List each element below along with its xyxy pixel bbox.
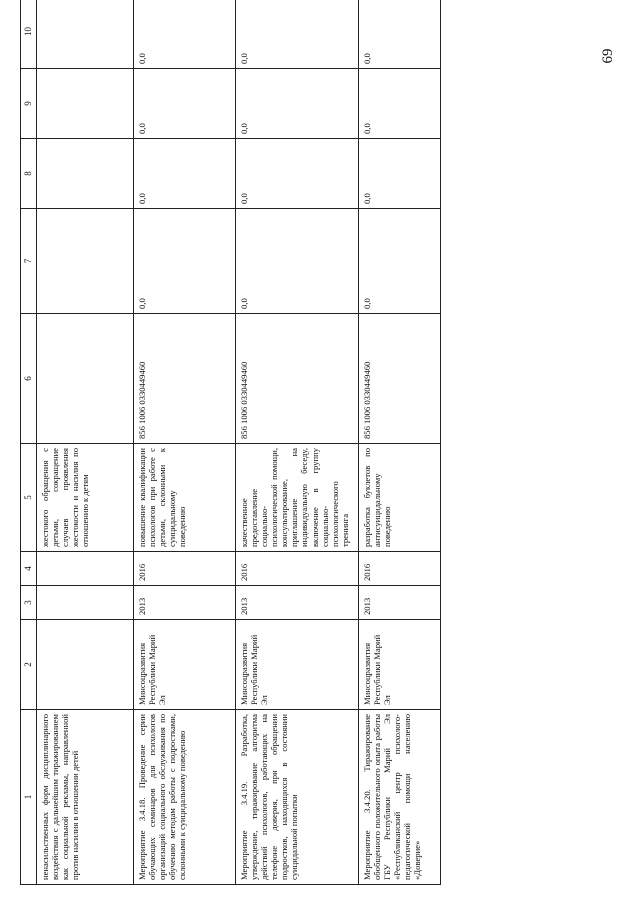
header-cell-8: 8 [21,139,37,209]
value-cell-10 [36,0,133,69]
measure-cell: Мероприятие 3.4.20. Тиражирование обобщенного положительного опыта работы ГБУ Республики Марий Эл «Республиканский центр психолого-педагогической помощи населению «Доверие» [358,710,440,885]
table-row [235,0,358,885]
executor-cell: Минсоцразвития Республики Марий Эл [358,620,440,710]
result-cell: разработка буклетов по антисуицидальному поведению [358,444,440,552]
value-cell-7: 0,0 [235,209,358,314]
budget-code-cell: 856 1006 0330449460 [358,314,440,444]
measure-cell: Мероприятие 3.4.18. Проведение серии обучающих семинаров для психологов организаций социального обслуживания по обучению методам работы с подростками, склонными к суицидальному поведению [133,710,235,885]
header-row [21,0,37,885]
value-cell-8 [36,139,133,209]
value-cell-8: 0,0 [235,139,358,209]
value-cell-8: 0,0 [358,139,440,209]
header-cell-7: 7 [21,209,37,314]
executor-cell: Минсоцразвития Республики Марий Эл [235,620,358,710]
result-cell: жестокого обращения с детьми, сокращение случаев проявления жестокости и насилия по отношению к детям [36,444,133,552]
budget-code-cell: 856 1006 0330449460 [133,314,235,444]
table-row [133,0,235,885]
budget-code-cell: 856 1006 0330449460 [235,314,358,444]
measure-cell: ненасильственных форм дисциплинарного воздействия с дальнейшим тиражированием как социальной рекламы, направленной против насилия в отношении детей [36,710,133,885]
end-year-cell [36,552,133,586]
header-cell-2: 2 [21,620,37,710]
executor-cell: Минсоцразвития Республики Марий Эл [133,620,235,710]
end-year-cell: 2016 [358,552,440,586]
value-cell-8: 0,0 [133,139,235,209]
result-cell: качественное предоставление социально-психологической помощи, консультирование, приглашение на индивидуальную беседу, включение в группу социально-психологического тренинга [235,444,358,552]
result-cell: повышение квалификации психологов при работе с детьми, склонными к суицидальному поведению [133,444,235,552]
table-row [358,0,440,885]
budget-code-cell [36,314,133,444]
value-cell-10: 0,0 [133,0,235,69]
program-table [20,0,441,885]
table-row [36,0,133,885]
value-cell-7: 0,0 [358,209,440,314]
value-cell-10: 0,0 [358,0,440,69]
start-year-cell: 2013 [358,586,440,620]
executor-cell [36,620,133,710]
start-year-cell [36,586,133,620]
value-cell-9 [36,69,133,139]
header-cell-5: 5 [21,444,37,552]
header-cell-3: 3 [21,586,37,620]
value-cell-10: 0,0 [235,0,358,69]
header-cell-1: 1 [21,710,37,885]
value-cell-7 [36,209,133,314]
page-number: 69 [600,48,616,64]
end-year-cell: 2016 [133,552,235,586]
measure-cell: Мероприятие 3.4.19. Разработка, утверждение, тиражирование алгоритма действий психологов, работающих на телефоне доверия, при обращении подростков, находящихся в состоянии суицидальной попытки [235,710,358,885]
value-cell-7: 0,0 [133,209,235,314]
value-cell-9: 0,0 [133,69,235,139]
start-year-cell: 2013 [235,586,358,620]
value-cell-9: 0,0 [358,69,440,139]
start-year-cell: 2013 [133,586,235,620]
header-cell-4: 4 [21,552,37,586]
header-cell-6: 6 [21,314,37,444]
header-cell-10: 10 [21,0,37,69]
value-cell-9: 0,0 [235,69,358,139]
end-year-cell: 2016 [235,552,358,586]
header-cell-9: 9 [21,69,37,139]
